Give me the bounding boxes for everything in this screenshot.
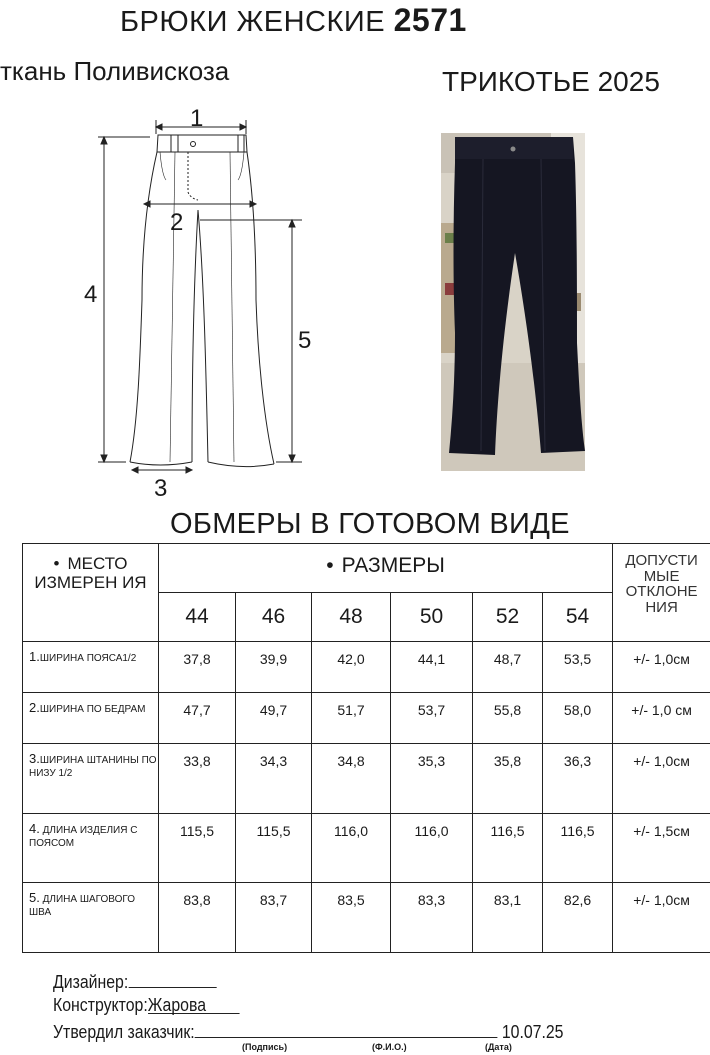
brand-label: ТРИКОТЬЕ 2025: [442, 66, 660, 97]
constructor-label: Конструктор:: [53, 995, 148, 1015]
value-cell: 39,9: [236, 642, 312, 693]
table-row: [23, 883, 710, 953]
deviation-cell: +/- 1,0см: [613, 883, 710, 953]
sizes-header: [159, 544, 613, 593]
place-header-text: • МЕСТО ИЗМЕРЕН ИЯ: [34, 554, 146, 592]
value-cell: 116,5: [473, 814, 543, 883]
place-header: [23, 544, 159, 642]
table-row: [23, 744, 710, 814]
value-cell: 82,6: [543, 883, 613, 953]
measurements-table: [22, 543, 710, 953]
approved-signature-line: [195, 1021, 498, 1038]
deviation-cell: +/- 1,0 см: [613, 693, 710, 744]
value-cell: 42,0: [312, 642, 391, 693]
designer-label: Дизайнер:: [53, 972, 129, 992]
value-cell: 116,0: [391, 814, 473, 883]
constructor-line: [53, 995, 239, 1016]
caption-signature: (Подпись): [242, 1042, 288, 1052]
title-text: БРЮКИ ЖЕНСКИЕ: [120, 6, 394, 38]
value-cell: 53,5: [543, 642, 613, 693]
deviation-cell: +/- 1,0см: [613, 642, 710, 693]
value-cell: 55,8: [473, 693, 543, 744]
dimension-label-4: 4: [84, 281, 98, 308]
size-cell: 54: [543, 593, 613, 642]
value-cell: 83,8: [159, 883, 236, 953]
value-cell: 53,7: [391, 693, 473, 744]
value-cell: 116,0: [312, 814, 391, 883]
value-cell: 47,7: [159, 693, 236, 744]
value-cell: 115,5: [236, 814, 312, 883]
designer-line: [53, 971, 216, 993]
dimension-label-2: 2: [170, 209, 184, 236]
value-cell: 58,0: [543, 693, 613, 744]
value-cell: 49,7: [236, 693, 312, 744]
size-cell: 44: [159, 593, 236, 642]
value-cell: 34,8: [312, 744, 391, 814]
dimension-label-5: 5: [298, 327, 312, 354]
designer-value: [128, 971, 216, 988]
caption-name: (Ф.И.О.): [372, 1042, 407, 1052]
model-number: 2571: [393, 2, 467, 38]
table-row: [23, 814, 710, 883]
constructor-value: Жарова: [148, 995, 240, 1014]
value-cell: 116,5: [543, 814, 613, 883]
sizes-header-text: • РАЗМЕРЫ: [326, 554, 445, 577]
value-cell: 35,3: [391, 744, 473, 814]
caption-date: (Дата): [485, 1042, 512, 1052]
size-cell: 52: [473, 593, 543, 642]
size-cell: 46: [236, 593, 312, 642]
table-row: [23, 642, 710, 693]
value-cell: 83,1: [473, 883, 543, 953]
size-cell: 50: [391, 593, 473, 642]
row-label: 5. ДЛИНА ШАГОВОГО ШВА: [23, 883, 159, 953]
value-cell: 115,5: [159, 814, 236, 883]
value-cell: 34,3: [236, 744, 312, 814]
row-label: 2.ШИРИНА ПО БЕДРАМ: [23, 693, 159, 744]
fabric-label: ткань Поливискоза: [0, 56, 230, 86]
table-row: [23, 693, 710, 744]
deviation-cell: +/- 1,0см: [613, 744, 710, 814]
deviation-header: ДОПУСТИ МЫЕ ОТКЛОНЕ НИЯ: [613, 544, 710, 642]
dimension-label-1: 1: [190, 105, 204, 132]
row-label: 4. ДЛИНА ИЗДЕЛИЯ С ПОЯСОМ: [23, 814, 159, 883]
value-cell: 51,7: [312, 693, 391, 744]
value-cell: 83,5: [312, 883, 391, 953]
value-cell: 35,8: [473, 744, 543, 814]
value-cell: 33,8: [159, 744, 236, 814]
size-cell: 48: [312, 593, 391, 642]
row-label: 1.ШИРИНА ПОЯСА1/2: [23, 642, 159, 693]
value-cell: 44,1: [391, 642, 473, 693]
value-cell: 83,3: [391, 883, 473, 953]
deviation-cell: +/- 1,5см: [613, 814, 710, 883]
trousers-sketch: [80, 100, 320, 510]
approval-date: 10.07.25: [501, 1022, 564, 1042]
section-title: ОБМЕРЫ В ГОТОВОМ ВИДЕ: [170, 508, 570, 540]
value-cell: 83,7: [236, 883, 312, 953]
approved-label: Утвердил заказчик:: [53, 1022, 195, 1042]
product-photo: [441, 133, 585, 471]
value-cell: 37,8: [159, 642, 236, 693]
dimension-label-3: 3: [154, 475, 168, 502]
document-title: [120, 2, 467, 39]
value-cell: 48,7: [473, 642, 543, 693]
row-label: 3.ШИРИНА ШТАНИНЫ ПО НИЗУ 1/2: [23, 744, 159, 814]
approved-line: [53, 1021, 563, 1043]
value-cell: 36,3: [543, 744, 613, 814]
